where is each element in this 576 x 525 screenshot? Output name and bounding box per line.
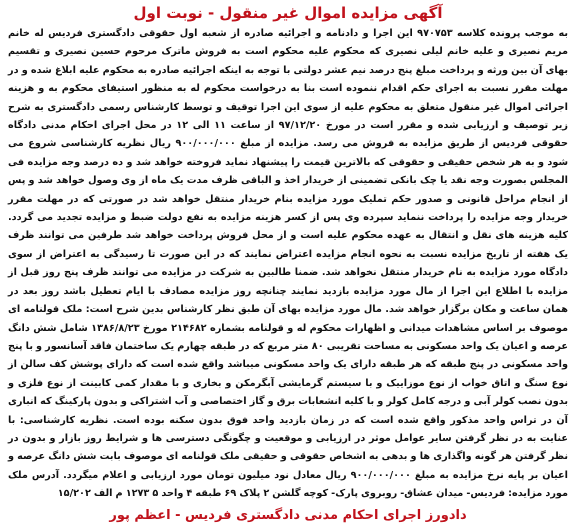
notice-body: به موجب پرونده کلاسه ۹۷۰۷۵۳ این اجرا و دادنامه و اجرائیه صادره از شعبه اول حقوقی دادگستری فردیس له خانم مریم نصیری و علیه خانم لیلی نصیری که محکوم علیه محکوم است به فروش ماترک مرحوم حسین نصیری و تقسیم بهای آن بین ورثه و پرداخت مبلغ پنج درصد نیم عشر دولتی با توجه به اینکه اجرائیه صادره به محکوم علیه ابلاغ شده و در مهلت مقرر نسبت به اجرای حکم اقدام ننموده است بنا به درخواست محکوم له به منظور استیفای محکوم به و هزینه اجرائی اموال غیر منقول متعلق به محکوم علیه از سوی این اجرا توقیف و توسط کارشناس رسمی دادگستری به شرح زیر توصیف و ارزیابی شده و مقرر است در مورخ ۹۷/۱۲/۲۰ از ساعت ۱۱ الی ۱۲ در محل اجرای احکام مدنی دادگاه حقوقی فردیس از طریق مزایده به فروش می رسد. مزایده از مبلغ ۹۰۰/۰۰۰/۰۰۰ ریال نظریه کارشناسی شروع می شود و به هر شخص حقیقی و حقوقی که بالاترین قیمت را پیشنهاد نماید فروخته خواهد شد و ده درصد وجه مزایده فی المجلس بصورت وجه نقد یا چک بانکی تضمینی از خریدار اخذ و الباقی ظرف مدت یک ماه از وی وصول خواهد شد و پس از انجام مراحل قانونی و صدور حکم تملیک مورد مزایده بنام خریدار منتقل خواهد شد در صورتی که در مهلت مقرر خریدار وجه مزایده را پرداخت ننماید سپرده وی پس از کسر هزینه مزایده به نفع دولت ضبط و مزایده تجدید می گردد. کلیه هزینه های نقل و انتقال به عهده محکوم علیه است و از محل فروش پرداخت خواهد شد طرفین می توانند ظرف یک هفته از تاریخ مزایده نسبت به نحوه انجام مزایده اعتراض نمایند که در این صورت تا رسیدگی به اعتراض از سوی دادگاه مورد مزایده به نام خریدار منتقل نخواهد شد. ضمنا طالبین به شرکت در مزایده می توانند ظرف پنج روز قبل از مزایده با اطلاع این اجرا از مال مورد مزایده بازدید نمایند چنانچه روز مزایده مصادف با ایام تعطیل باشد روز بعد در همان ساعت و مکان برگزار خواهد شد. مال مورد مزایده بهای آن طبق نظر کارشناس بدین شرح است: ملک قولنامه ای موصوف بر اساس مشاهدات میدانی و اظهارات محکوم له و قولنامه بشماره ۲۱۴۶۸۲ مورخ ۱۳۸۶/۸/۲۳ شامل شش دانگ عرصه و اعیان یک واحد مسکونی به مساحت تقریبی ۸۰ متر مربع که در طبقه چهارم یک ساختمان فاقد آسانسور و با پنج واحد مسکونی در پنج طبقه که هر طبقه دارای یک واحد مسکونی میباشد واقع شده است که دارای پوشش کف سالن از نوع سنگ و اتاق خواب از نوع موزاییک و با سیستم گرمایشی آبگرمکن و بخاری و با مقدار کمی کابینت از نوع فلزی و بدون نصب کولر آبی و درجه کامل کولر و با کلیه انشعابات برق و گاز اختصاصی و آب اشتراکی و بدون پارکینگ که انباری آن در تراس واحد مذکور واقع شده است که در زمان بازدید واحد فوق بدون سکنه بوده است. نظریه کارشناسی: با عنایت به در نظر گرفتن سایر عوامل موثر در ارزیابی و موقعیت و چگونگی دسترسی ها و شرایط روز بازار و بدون در نظر گرفتن هر گونه واگذاری ها و بدهی به اشخاص حقوقی و حقیقی ملک قولنامه ای موصوف بابت شش دانگ عرصه و اعیان بر پایه نرخ مزایده به مبلغ ۹۰۰/۰۰۰/۰۰۰ ریال معادل نود میلیون تومان مورد ارزیابی و اعلام میگردد. آدرس ملک مورد مزایده: فردیس- میدان عشاق- روبروی پارک- کوچه گلشن ۲ پلاک ۶۹ طبقه ۴ واحد ۵ ۱۲۷۳ م الف ۱۵/۲۰۲ bbox=[8, 28, 569, 500]
notice-title: آگهی مزایده اموال غیر منقول - نوبت اول bbox=[133, 4, 443, 22]
notice-document bbox=[8, 4, 569, 523]
notice-signature: دادورز اجرای احکام مدنی دادگستری فردیس - اعظم پور bbox=[109, 507, 467, 523]
